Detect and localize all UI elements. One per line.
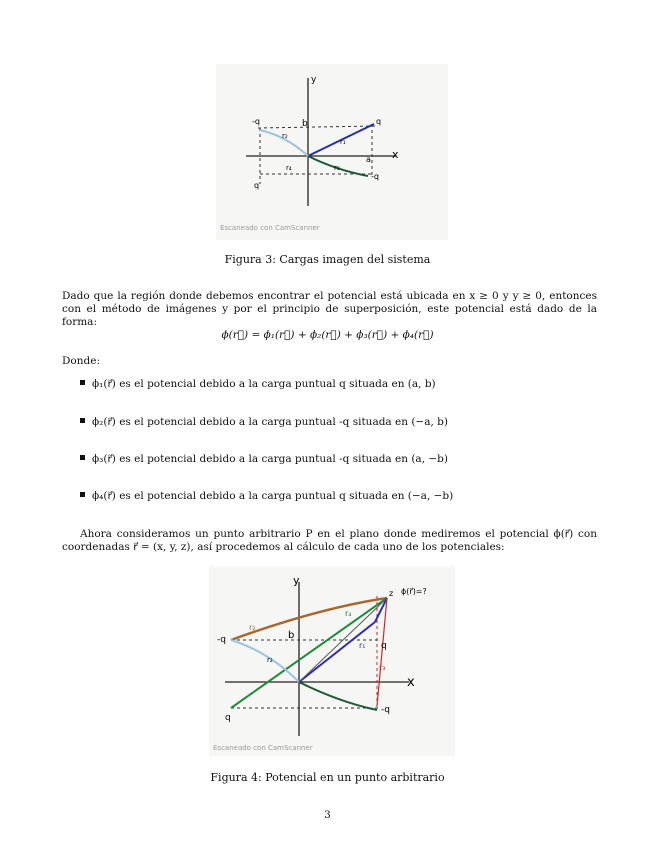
- fig4-r3-label: r₃: [379, 663, 386, 672]
- fig3-q-bottom-left: q: [254, 181, 260, 190]
- fig4-q-bottom-left: q: [225, 713, 231, 723]
- figure-3-caption: Figura 3: Cargas imagen del sistema: [224, 253, 431, 266]
- donde-label: Donde:: [62, 355, 100, 367]
- fig4-r1-label: r₁: [359, 641, 366, 650]
- figure-4-sketch: [209, 566, 455, 756]
- fig3-r1-label: r₁: [340, 138, 346, 146]
- bullet-item: [80, 416, 448, 428]
- bullet-text: ϕ₄(r⃗) es el potencial debido a la carga puntual q situada en (−a, −b): [92, 490, 454, 502]
- fig4-x-label: x: [407, 675, 415, 690]
- fig3-r4-label: r₄: [286, 164, 292, 172]
- bullet-square-icon: [80, 455, 85, 460]
- paragraph-2: Ahora consideramos un punto arbitrario P en el plano donde mediremos el potencial ϕ(r⃗) con coordenadas r⃗ = (x, y, z), así procedemos al cálculo de cada uno de los potenciales:: [62, 528, 597, 553]
- fig3-x-label: x: [392, 148, 399, 161]
- fig4-scanner-watermark: Escaneado con CamScanner: [213, 744, 313, 752]
- bullet-square-icon: [80, 418, 85, 423]
- figure-4-image: [209, 566, 455, 756]
- fig3-r3-label: r₃: [334, 164, 340, 172]
- fig3-q-bottom-right: -q: [371, 172, 379, 181]
- fig4-r2-label: r₂: [267, 656, 273, 664]
- bullet-item: [80, 378, 436, 390]
- fig4-q-bottom-right: -q: [381, 705, 390, 715]
- fig4-q-right: q: [381, 641, 387, 651]
- fig3-scanner-watermark: Escaneado con CamScanner: [220, 224, 320, 232]
- fig3-r2-label: r₂: [282, 132, 288, 140]
- superposition-equation: ϕ(r⃗) = ϕ₁(r⃗) + ϕ₂(r⃗) + ϕ₃(r⃗) + ϕ₄(r⃗): [221, 329, 434, 341]
- bullet-text: ϕ₁(r⃗) es el potencial debido a la carga puntual q situada en (a, b): [92, 378, 436, 390]
- bullet-text: ϕ₃(r⃗) es el potencial debido a la carga puntual -q situada en (a, −b): [92, 453, 448, 465]
- fig4-b-label: b: [288, 630, 295, 641]
- fig3-y-label: y: [311, 75, 317, 85]
- page-number: 3: [324, 809, 331, 821]
- fig3-b-label: b: [302, 119, 308, 129]
- bullet-item: [80, 453, 448, 465]
- fig4-q-top-left: -q: [217, 635, 226, 645]
- fig3-q-top-right: q: [376, 117, 382, 126]
- fig4-r4-label: r₄: [345, 609, 352, 618]
- bullet-text: ϕ₂(r⃗) es el potencial debido a la carga puntual -q situada en (−a, b): [92, 416, 448, 428]
- bullet-square-icon: [80, 492, 85, 497]
- fig3-a-label: a: [366, 155, 371, 164]
- figure-3-image: [216, 64, 448, 240]
- figure-3-sketch: [216, 64, 448, 240]
- paragraph-1: Dado que la región donde debemos encontrar el potencial está ubicada en x ≥ 0 y y ≥ 0, entonces con el método de imágenes y por el principio de superposición, este potencial está dado de la forma:: [62, 290, 597, 328]
- bullet-square-icon: [80, 380, 85, 385]
- fig4-point-label: z: [389, 589, 394, 598]
- fig4-r-top-label: r₂: [249, 623, 256, 632]
- fig4-phi-label: ϕ(r⃗)=?: [401, 587, 427, 596]
- figure-4-caption: Figura 4: Potencial en un punto arbitrario: [210, 771, 445, 784]
- bullet-item: [80, 490, 453, 502]
- fig3-q-top-left: -q: [252, 117, 260, 126]
- fig4-y-label: y: [293, 574, 300, 587]
